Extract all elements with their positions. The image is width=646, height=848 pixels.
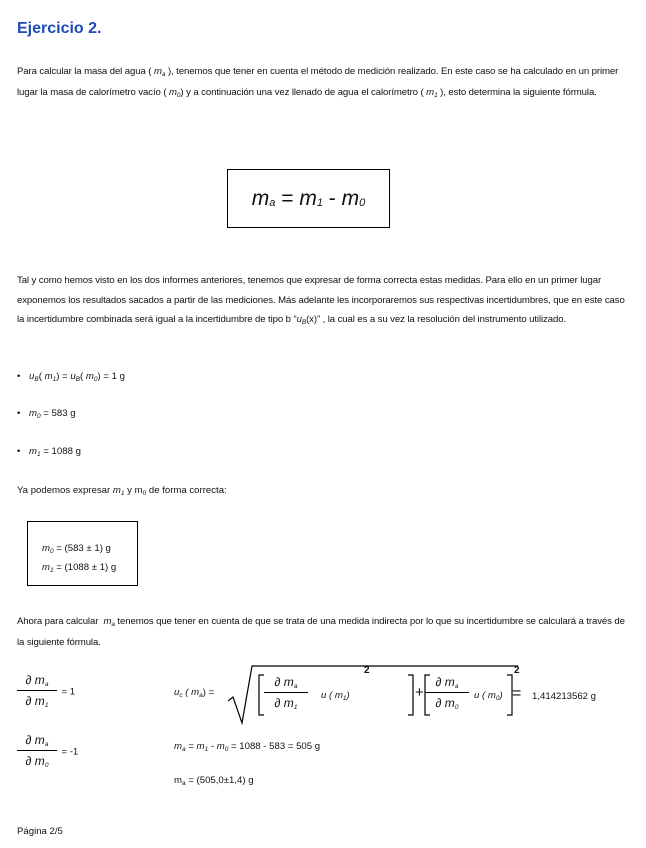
- final-result: $m_a = (505,0\pm 1,4)$ g: [174, 775, 254, 787]
- express-line: Ya podemos expresar $m_1$ y $m_0$ de forma correcta:: [17, 485, 227, 497]
- mass-formula-box: m a = m 1 - m 0: [227, 169, 390, 228]
- uc-term2-u: u ( $m_0$): [474, 690, 503, 702]
- uc-equals: =: [512, 685, 522, 702]
- uc-label: $u_c$ ( $m_a$) =: [174, 687, 215, 699]
- measured-values-box: [27, 521, 138, 586]
- derivative-m0: $\frac{\partial ma}{\partial m0}$ = -1: [17, 733, 78, 768]
- uc-term2-fraction: ∂ ma ∂ m0: [425, 675, 469, 710]
- value-m0: $m_0 = (583 \pm 1)$ g: [42, 543, 111, 555]
- indirect-paragraph: Ahora para calcular $m_a$ tenemos que tener en cuenta de que se trata de una medida indirecta por lo que su incertidumbre se calculará a través de la siguiente fórmula.: [17, 616, 625, 648]
- uc-square-1: 2: [364, 665, 370, 676]
- measurements-paragraph: Tal y como hemos visto en los dos informes anteriores, tenemos que expresar de forma correcta estas medidas. Para ello en un primer lugar exponemos los resultados sacados a partir de las mediciones. Más adelante les incorporaremos sus respectivas incertidumbres, que en este caso la incertidumbre combinada será igual a la incertidumbre de tipo b “$u_B(x)$” , la cual es a su vez la resolución del instrumento utilizado.: [17, 275, 625, 326]
- uc-square-2: 2: [514, 665, 520, 676]
- mass-calculation: $m_a = m_1 - m_0 = 1088 - 583 = 505$ g: [174, 741, 321, 753]
- uc-result: 1,414213562 g: [532, 691, 597, 702]
- bullet-m1: • $m_1 = 1088$ g: [17, 446, 81, 458]
- combined-uncertainty-formula: [174, 663, 634, 725]
- section-title: Ejercicio 2.: [17, 20, 102, 37]
- derivative-m1: $\frac{\partial ma}{\partial m1}$ = 1: [17, 673, 75, 708]
- page-number: Página 2/5: [17, 826, 63, 837]
- bullet-m0: • $m_0 = 583$ g: [17, 408, 76, 420]
- uc-term1-u: u ( $m_1$): [321, 690, 350, 702]
- bullet-uncertainty: • $u_B$( $m_1) = u_B$( $m_0) = 1$ g: [17, 371, 125, 383]
- uc-term1-fraction: ∂ ma ∂ m1: [264, 675, 308, 710]
- intro-paragraph: Para calcular la masa del agua ( $m_a$ ), tenemos que tener en cuenta el método de medición realizado. En este caso se ha calculado en un primer lugar la masa de calorímetro vacío ( $m_0$) y a continuación una vez llenado de agua el calorímetro ( $m_1$ ), esto determina la siguiente fórmula.: [17, 66, 619, 99]
- value-m1: $m_1 = (1088 \pm 1)$ g: [42, 562, 117, 574]
- uc-plus: +: [415, 684, 424, 701]
